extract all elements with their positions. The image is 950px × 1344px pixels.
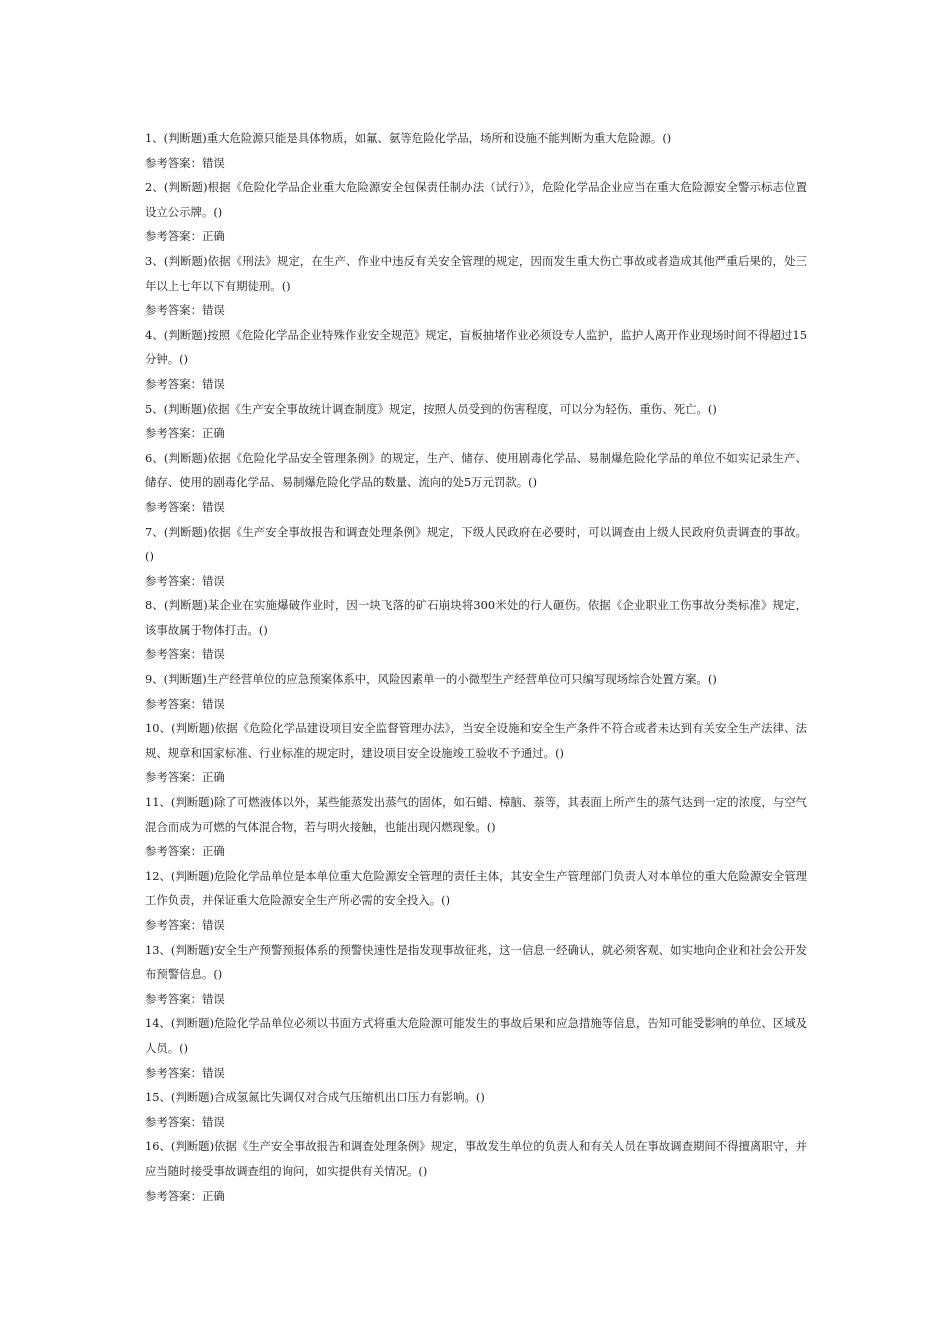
answer-prefix: 参考答案： [145,1188,202,1203]
question-block [145,1085,807,1134]
question-block [145,1011,807,1085]
answer-prefix: 参考答案： [145,303,202,318]
answer-prefix: 参考答案： [145,499,202,514]
question-block [145,520,807,594]
question-block [145,593,807,667]
answer-value: 错误 [201,573,225,588]
question-list [145,126,807,1208]
answer-prefix: 参考答案： [145,1114,202,1129]
question-text: 16、(判断题)依据《生产安全事故报告和调查处理条例》规定，事故发生单位的负责人和有关人员在事故调查期间不得擅离职守，并应当随时接受事故调查组的询问，如实提供有关情况。() [145,1139,807,1178]
question-block [145,249,807,323]
reference-answer [145,765,807,790]
reference-answer [145,372,807,397]
question-text: 10、(判断题)依据《危险化学品建设项目安全监督管理办法》，当安全设施和安全生产条件不符合或者未达到有关安全生产法律、法规、规章和国家标准、行业标准的规定时，建设项目安全设施竣工验收不予通过。() [145,721,807,760]
answer-value: 错误 [201,918,225,932]
question-text: 6、(判断题)依据《危险化学品安全管理条例》的规定，生产、储存、使用剧毒化学品、易制爆危险化学品的单位不如实记录生产、储存、使用的剧毒化学品、易制爆危险化学品的数量、流向的处5万元罚款。() [145,450,807,490]
answer-prefix: 参考答案： [145,155,202,170]
answer-value: 错误 [201,155,225,170]
question-text: 15、(判断题)合成氢氮比失调仅对合成气压缩机出口压力有影响。() [145,1090,485,1105]
reference-answer [145,224,807,249]
answer-value: 错误 [201,647,225,662]
answer-prefix: 参考答案： [145,770,202,785]
answer-prefix: 参考答案： [145,426,202,441]
answer-value: 错误 [201,303,225,318]
answer-value: 正确 [201,770,225,785]
answer-prefix: 参考答案： [145,1065,202,1080]
question-text: 1、(判断题)重大危险源只能是具体物质，如氟、氨等危险化学品，场所和设施不能判断为重大危险源。() [145,131,672,145]
reference-answer [145,1184,807,1209]
answer-prefix: 参考答案： [145,647,202,662]
question-text: 4、(判断题)按照《危险化学品企业特殊作业安全规范》规定，盲板抽堵作业必须设专人监护，监护人离开作业现场时间不得超过15分钟。() [145,327,807,367]
answer-value: 正确 [201,426,225,441]
question-text: 2、(判断题)根据《危险化学品企业重大危险源安全包保责任制办法（试行）》，危险化学品企业应当在重大危险源安全警示标志位置设立公示牌。() [145,180,807,219]
answer-value: 正确 [201,229,225,244]
answer-value: 正确 [201,844,225,859]
question-text: 13、(判断题)安全生产预警预报体系的预警快速性是指发现事故征兆，这一信息一经确认，就必须客观、如实地向企业和社会公开发布预警信息。() [145,942,807,982]
question-block [145,790,807,864]
reference-answer [145,569,807,594]
reference-answer [145,987,807,1012]
question-text: 3、(判断题)依据《刑法》规定，在生产、作业中违反有关安全管理的规定，因而发生重大伤亡事故或者造成其他严重后果的，处三年以上七年以下有期徒刑。() [145,253,807,293]
question-block [145,126,807,175]
answer-prefix: 参考答案： [145,696,202,711]
answer-prefix: 参考答案： [145,844,202,859]
question-block [145,716,807,790]
question-text: 11、(判断题)除了可燃液体以外，某些能蒸发出蒸气的固体，如石蜡、樟脑、萘等，其表面上所产生的蒸气达到一定的浓度，与空气混合而成为可燃的气体混合物，若与明火接触，也能出现闪燃现象。() [145,795,807,834]
answer-value: 错误 [201,376,225,391]
question-block [145,938,807,1012]
question-block [145,323,807,397]
reference-answer [145,913,807,938]
answer-prefix: 参考答案： [145,918,202,932]
answer-prefix: 参考答案： [145,229,202,244]
reference-answer [145,839,807,864]
reference-answer [145,692,807,717]
answer-prefix: 参考答案： [145,991,202,1006]
question-text: 14、(判断题)危险化学品单位必须以书面方式将重大危险源可能发生的事故后果和应急措施等信息，告知可能受影响的单位、区域及人员。() [145,1016,807,1055]
question-block [145,667,807,716]
reference-answer [145,151,807,176]
question-text: 12、(判断题)危险化学品单位是本单位重大危险源安全管理的责任主体，其安全生产管理部门负责人对本单位的重大危险源安全管理工作负责，并保证重大危险源安全生产所必需的安全投入。() [145,868,807,908]
answer-prefix: 参考答案： [145,573,202,588]
question-text: 9、(判断题)生产经营单位的应急预案体系中，风险因素单一的小微型生产经营单位可只编写现场综合处置方案。() [145,672,717,687]
question-block [145,397,807,446]
question-block [145,864,807,938]
question-block [145,1134,807,1208]
question-text: 7、(判断题)依据《生产安全事故报告和调查处理条例》规定，下级人民政府在必要时，可以调查由上级人民政府负责调查的事故。() [145,524,807,564]
document-body [145,126,807,1208]
answer-value: 正确 [201,1188,225,1203]
question-text: 8、(判断题)某企业在实施爆破作业时，因一块飞落的矿石崩块将300米处的行人砸伤。依据《企业职业工伤事故分类标准》规定，该事故属于物体打击。() [145,598,807,637]
question-block [145,446,807,520]
reference-answer [145,495,807,520]
reference-answer [145,421,807,446]
answer-value: 错误 [201,499,225,514]
reference-answer [145,1110,807,1135]
question-block [145,175,807,249]
reference-answer [145,1061,807,1086]
answer-prefix: 参考答案： [145,376,202,391]
reference-answer [145,298,807,323]
reference-answer [145,642,807,667]
answer-value: 错误 [201,1114,225,1129]
question-text: 5、(判断题)依据《生产安全事故统计调查制度》规定，按照人员受到的伤害程度，可以分为轻伤、重伤、死亡。() [145,401,717,416]
answer-value: 错误 [201,991,225,1006]
answer-value: 错误 [201,696,225,711]
answer-value: 错误 [201,1065,225,1080]
